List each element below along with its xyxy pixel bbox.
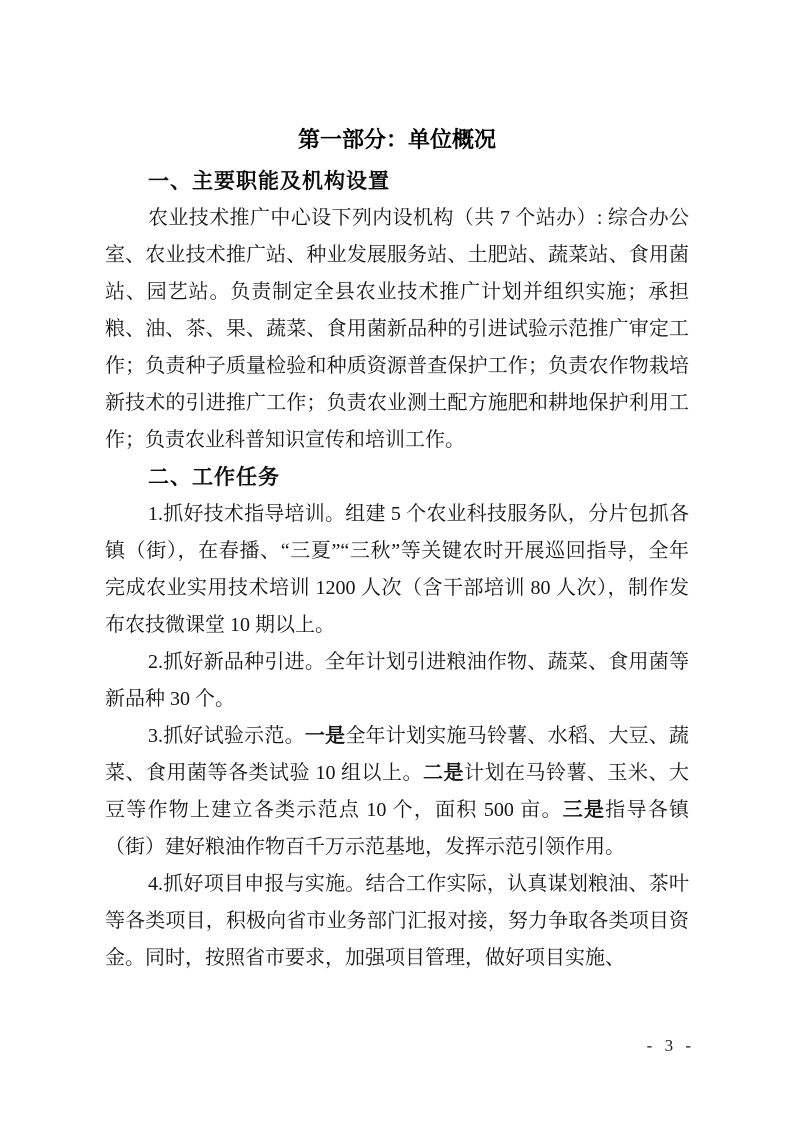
bold-emphasis-run: 一是 <box>304 725 346 747</box>
text-run: 3.抓好试验示范。 <box>148 725 305 747</box>
text-run: 指导各镇（街）建好粮油作物百千万示范基地，发挥示范引领作用。 <box>105 799 690 858</box>
paragraph <box>105 200 689 459</box>
paragraph <box>105 718 689 866</box>
document-content <box>105 119 689 977</box>
text-run: 全年计划实施马铃薯、水稻、大豆、蔬菜、食用菌等各类试验 10 组以上。 <box>105 725 690 784</box>
page-title: 第一部分：单位概况 <box>297 127 496 152</box>
text-run: 4.抓好项目申报与实施。结合工作实际，认真谋划粮油、茶叶等各类项目，积极向省市业务部门汇报对接，努力争取各类项目资金。同时，按照省市要求，加强项目管理，做好项目实施、 <box>105 873 689 969</box>
text-run: 2.抓好新品种引进。全年计划引进粮油作物、蔬菜、食用菌等新品种 30 个。 <box>105 651 689 710</box>
section-heading: 二、工作任务 <box>148 466 280 489</box>
text-run: 农业技术推广中心设下列内设机构（共 7 个站办）: 综合办公室、农业技术推广站、种业发展服务站、土肥站、蔬菜站、食用菌站、园艺站。负责制定全县农业技术推广计划并组织实施；承担粮、油、茶、果、蔬菜、食用菌新品种的引进试验示范推广审定工作；负责种子质量检验和种质资源普查保护工作；负责农作物栽培新技术的引进推广工作；负责农业测土配方施肥和耕地保护利用工作；负责农业科普知识宣传和培训工作。 <box>105 207 689 451</box>
section-heading: 一、主要职能及机构设置 <box>148 170 390 193</box>
paragraph <box>105 644 689 718</box>
bold-emphasis-run: 三是 <box>562 799 606 821</box>
bold-emphasis-run: 二是 <box>423 762 464 784</box>
text-run: 1.抓好技术指导培训。组建 5 个农业科技服务队，分片包抓各镇（街），在春播、“三夏”“三秋”等关键农时开展巡回指导，全年完成农业实用技术培训 1200 人次（含干部培训 80 人次），制作发布农技微课堂 10 期以上。 <box>105 503 689 636</box>
paragraph <box>105 496 689 644</box>
document-body <box>105 163 689 977</box>
paragraph <box>105 866 689 977</box>
page-number: - 3 - <box>646 1036 695 1055</box>
text-run: 计划在马铃薯、玉米、大豆等作物上建立各类示范点 10 个，面积 500 亩。 <box>105 762 689 821</box>
